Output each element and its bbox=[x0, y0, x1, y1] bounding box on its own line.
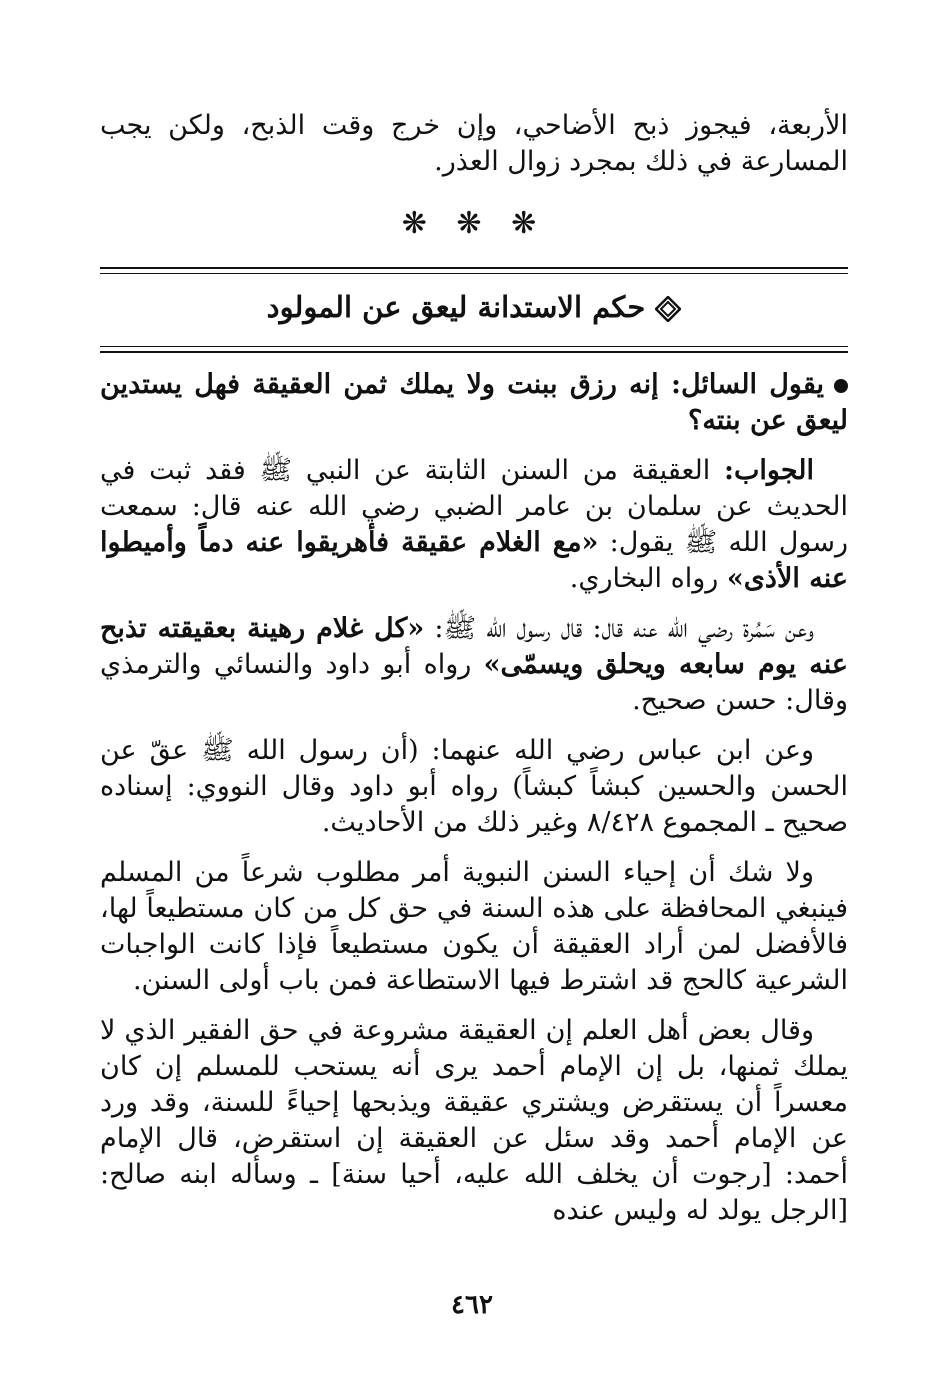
section-title: حكم الاستدانة ليعق عن المولود bbox=[266, 290, 646, 324]
section-title-row bbox=[100, 281, 848, 333]
question-text: إنه رزق ببنت ولا يملك ثمن العقيقة فهل يستدين ليعق عن بنته؟ bbox=[100, 369, 848, 436]
ibn-abbas-paragraph bbox=[100, 733, 848, 841]
page-number: ٤٦٢ bbox=[451, 1290, 493, 1320]
page-body bbox=[100, 108, 848, 1243]
hadith-quote-1: «مع الغلام عقيقة فأهريقوا عنه دماً وأميطوا عنه الأذى» bbox=[100, 527, 848, 594]
revival-paragraph bbox=[100, 855, 848, 999]
scholars-text: وقال بعض أهل العلم إن العقيقة مشروعة في حق الفقير الذي لا يملك ثمنها، بل إن الإمام أحمد يرى أنه يستحب للمسلم إن كان معسراً أن يستقرض ويشتري عقيقة ويذبحها إحياءً للسنة، وقد ورد عن الإمام أحمد وقد سئل عن العقيقة إن استقرض، قال الإمام أحمد: [رجوت أن يخلف الله عليه، أحيا سنة] ـ وسأله ابنه صالح: [الرجل يولد له وليس عنده bbox=[100, 1015, 848, 1226]
hadith-quote-2: «كل غلام رهينة بعقيقته تذبح عنه يوم سابعه ويحلق ويسمّى» bbox=[100, 613, 849, 680]
top-paragraph: الأربعة، فيجوز ذبح الأضاحي، وإن خرج وقت الذبح، ولكن يجب المسارعة في ذلك بمجرد زوال العذر. bbox=[100, 110, 848, 177]
samura-text: وعن سَمُرة رضي الله عنه قال: قال رسول الله ﷺ: bbox=[424, 613, 814, 644]
section-divider: ❋ ❋ ❋ bbox=[401, 206, 547, 241]
answer-text: العقيقة من السنن الثابتة عن النبي ﷺ فقد ثبت في الحديث عن سلمان بن عامر الضبي رضي الله عنه قال: سمعت رسول الله ﷺ يقول: bbox=[100, 455, 848, 558]
header-rule-top-thin bbox=[100, 273, 848, 274]
diamond-icon bbox=[655, 296, 681, 322]
revival-text: ولا شك أن إحياء السنن النبوية أمر مطلوب شرعاً من المسلم فينبغي المحافظة على هذه السنة في حق كل من كان مستطيعاً لها، فالأفضل لمن أراد العقيقة أن يكون مستطيعاً فإذا كانت الواجبات الشرعية كالحج قد اشترط فيها الاستطاعة فمن باب أولى السنن. bbox=[100, 857, 848, 996]
samura-paragraph bbox=[100, 611, 848, 719]
samura-source: رواه أبو داود والنسائي والترمذي وقال: حسن صحيح. bbox=[100, 649, 848, 716]
question-paragraph bbox=[100, 367, 848, 439]
ibn-abbas-text: وعن ابن عباس رضي الله عنهما: (أن رسول الله ﷺ عقّ عن الحسن والحسين كبشاً كبشاً) رواه أبو داود وقال النووي: إسناده صحيح ـ المجموع ٨/٤٢٨ وغير ذلك من الأحاديث. bbox=[100, 735, 848, 838]
scholars-paragraph bbox=[100, 1013, 848, 1229]
header-rule-bottom-thin bbox=[100, 346, 848, 347]
header-rule-top bbox=[100, 267, 848, 269]
section-header bbox=[100, 267, 848, 353]
answer-source: رواه البخاري. bbox=[569, 563, 727, 594]
header-rule-bottom bbox=[100, 351, 848, 353]
bullet-icon bbox=[834, 379, 848, 393]
answer-label: الجواب: bbox=[724, 455, 814, 486]
question-label: يقول السائل: bbox=[671, 369, 825, 400]
answer-paragraph bbox=[100, 453, 848, 597]
